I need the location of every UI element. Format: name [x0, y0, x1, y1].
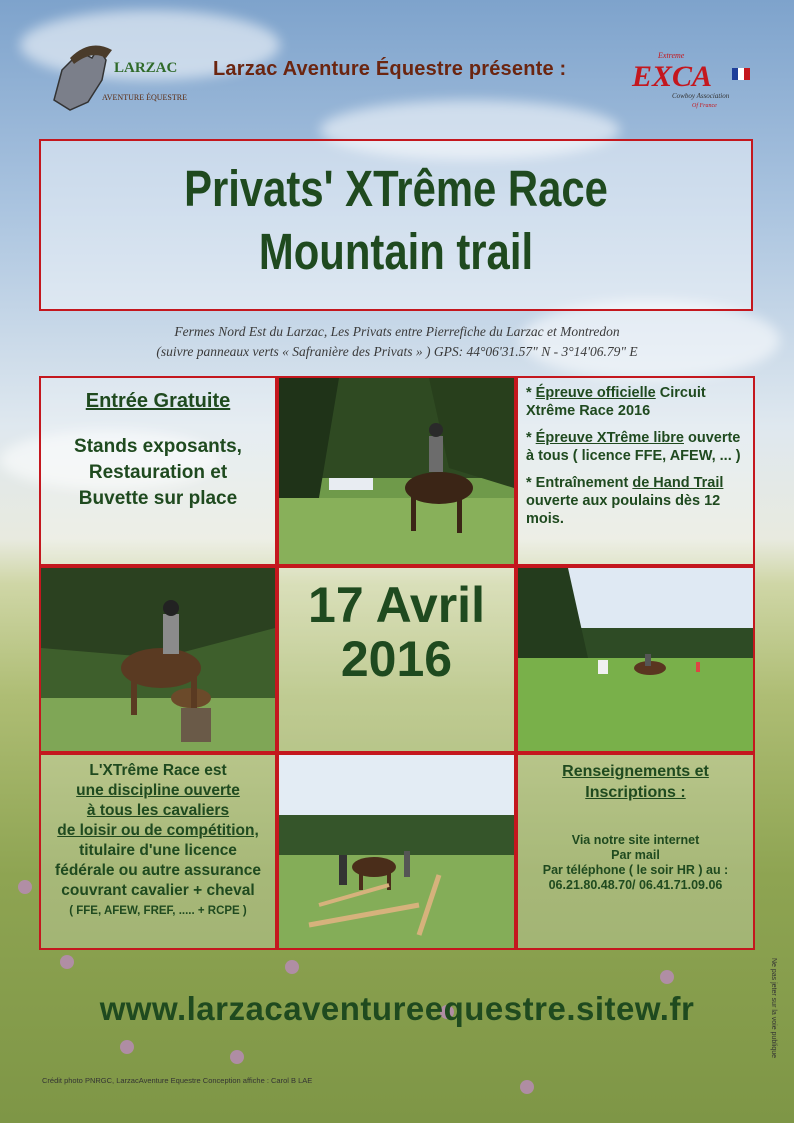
discipline-line: fédérale ou autre assurance	[55, 862, 261, 879]
cell-discipline	[39, 753, 277, 950]
cell-registration	[516, 753, 755, 950]
svg-text:LARZAC: LARZAC	[114, 60, 178, 76]
svg-text:Extreme: Extreme	[658, 51, 685, 60]
discipline-line: titulaire d'une licence	[79, 842, 237, 859]
discipline-line: ( FFE, AFEW, FREF, ..... + RCPE )	[69, 905, 247, 917]
svg-text:EXCA: EXCA	[632, 60, 713, 93]
event-item: * Épreuve XTrême libre ouverte à tous ( licence FFE, AFEW, ... )	[526, 430, 741, 464]
website-link[interactable]: www.larzacaventureequestre.sitew.fr	[99, 990, 695, 1027]
recycling-note: Ne pas jeter sur la voie publique	[770, 958, 777, 1059]
photo-horses-poles	[277, 753, 516, 950]
title-box	[39, 139, 753, 311]
registration-line: Par mail	[611, 848, 660, 862]
stands-line: Stands exposants,	[74, 436, 242, 457]
discipline-line: couvrant cavalier + cheval	[61, 882, 255, 899]
date-year: 2016	[340, 631, 453, 687]
svg-text:Of France: Of France	[692, 103, 717, 109]
registration-title	[518, 761, 753, 803]
free-entry: Entrée Gratuite	[85, 390, 231, 412]
event-subtitle: Mountain trail	[258, 223, 534, 280]
exca-logo	[628, 46, 754, 118]
phone-numbers: 06.21.80.48.70/ 06.41.71.09.06	[548, 878, 723, 892]
cell-entry	[39, 376, 277, 566]
event-date	[279, 578, 514, 686]
cloud	[520, 300, 780, 380]
flower	[285, 960, 299, 974]
flower	[120, 1040, 134, 1054]
cell-date	[277, 566, 516, 753]
registration-line: Via notre site internet	[571, 833, 700, 847]
flower	[18, 880, 32, 894]
discipline-line: L'XTrême Race est	[89, 762, 227, 779]
photo-rider-meadow	[516, 566, 755, 753]
stands-line: Buvette sur place	[78, 488, 238, 509]
location-line-1: Fermes Nord Est du Larzac, Les Privats entre Pierrefiche du Larzac et Montredon	[174, 324, 620, 339]
info-grid	[39, 376, 755, 950]
stands-line: Restauration et	[88, 462, 228, 483]
stands-text	[41, 434, 275, 512]
registration-line: Par téléphone ( le soir HR ) au :	[542, 863, 729, 877]
photo-credits: Crédit photo PNRGC, LarzacAventure Equestre Conception affiche : Carol B LAE	[42, 1076, 313, 1085]
event-item: * Épreuve officielle Circuit Xtrême Race 2016	[526, 385, 706, 419]
registration-title-line: Renseignements et	[562, 763, 709, 780]
photo-rider-stump	[39, 566, 277, 753]
location-line-2: (suivre panneaux verts « Safranière des Privats » ) GPS: 44°06'31.57" N - 3°14'06.79" E	[156, 344, 638, 359]
photo-rider-forest	[277, 376, 516, 566]
registration-details	[518, 833, 753, 893]
svg-text:Cowboy Association: Cowboy Association	[672, 92, 730, 100]
flower	[520, 1080, 534, 1094]
svg-text:AVENTURE ÉQUESTRE: AVENTURE ÉQUESTRE	[102, 93, 187, 102]
cell-events	[516, 376, 755, 566]
date-day: 17 Avril	[308, 577, 485, 633]
flower	[60, 955, 74, 969]
discipline-line: à tous les cavaliers	[86, 802, 230, 819]
larzac-logo	[40, 40, 187, 126]
event-title: Privats' XTrême Race	[184, 160, 608, 217]
events-list	[518, 378, 753, 528]
flower	[660, 970, 674, 984]
discipline-line: de loisir ou de compétition,	[57, 822, 259, 839]
registration-info	[518, 755, 753, 893]
discipline-line: une discipline ouverte	[76, 782, 240, 799]
discipline-text	[41, 755, 275, 921]
flower	[230, 1050, 244, 1064]
event-item: * Entraînement de Hand Trail ouverte aux poulains dès 12 mois.	[526, 475, 724, 527]
header-title: Larzac Aventure Équestre présente :	[213, 58, 567, 80]
registration-title-line: Inscriptions :	[585, 784, 686, 801]
